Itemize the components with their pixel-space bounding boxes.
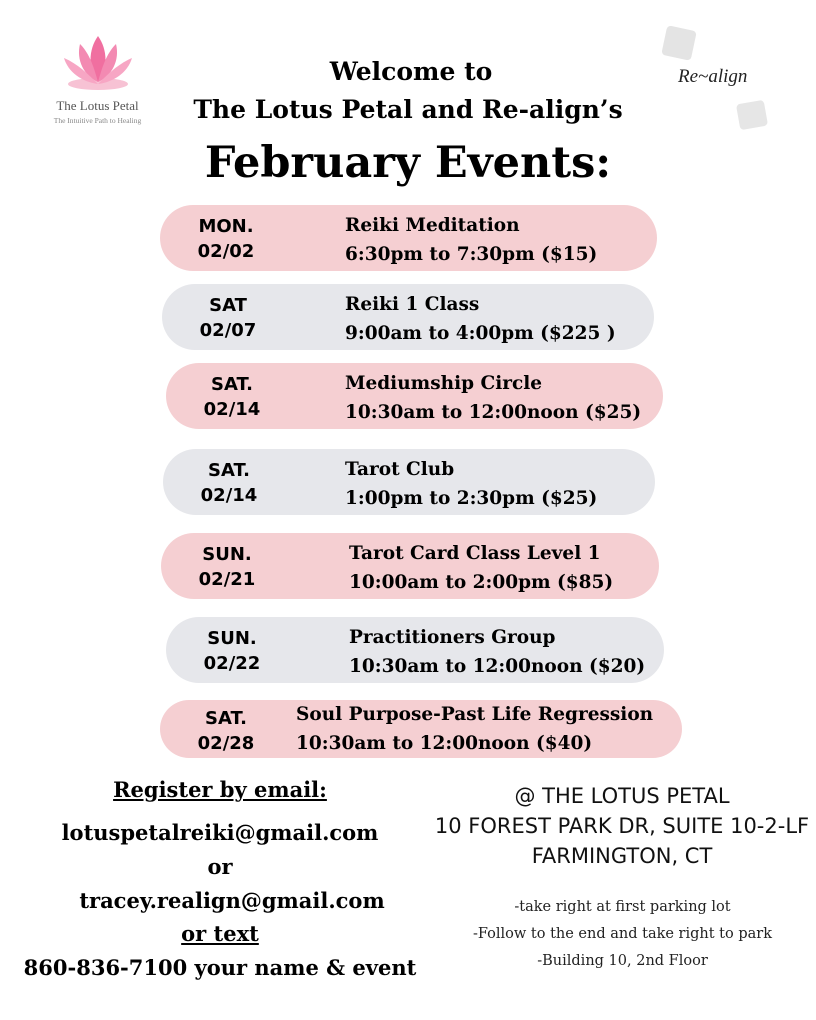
- location-street: 10 FOREST PARK DR, SUITE 10-2-LF: [434, 814, 810, 838]
- event-date-value: 02/14: [200, 485, 258, 506]
- event-name: Mediumship Circle: [345, 373, 543, 394]
- event-card: [163, 449, 655, 515]
- event-card: [161, 533, 659, 599]
- event-date: [190, 293, 266, 343]
- event-day: SUN.: [207, 628, 257, 649]
- event-name: Soul Purpose-Past Life Regression: [296, 704, 654, 725]
- event-date-value: 02/07: [199, 320, 257, 341]
- event-date: [194, 626, 270, 676]
- or-text-heading: or text: [181, 921, 259, 946]
- event-info: [345, 369, 641, 427]
- event-details: 6:30pm to 7:30pm ($15): [345, 244, 598, 265]
- event-date-value: 02/22: [203, 653, 261, 674]
- event-details: 10:00am to 2:00pm ($85): [349, 572, 614, 593]
- event-date-value: 02/02: [197, 241, 255, 262]
- event-date: [189, 542, 265, 592]
- event-day: MON.: [198, 216, 254, 237]
- event-name: Tarot Card Class Level 1: [349, 543, 601, 564]
- event-date-value: 02/28: [197, 733, 255, 754]
- event-day: SAT.: [205, 708, 247, 729]
- event-info: [296, 700, 653, 758]
- event-date: [188, 706, 264, 756]
- phone-line: 860-836-7100 your name & event: [23, 955, 417, 980]
- event-info: [345, 211, 597, 269]
- event-date-value: 02/21: [198, 569, 256, 590]
- or-separator: or: [207, 854, 233, 879]
- event-name: Tarot Club: [345, 459, 455, 480]
- email-link-lotus[interactable]: lotuspetalreiki@gmail.com: [61, 820, 379, 845]
- lotus-logo-tagline: The Intuitive Path to Healing: [53, 116, 142, 125]
- event-day: SAT.: [208, 460, 250, 481]
- direction-step: -take right at first parking lot: [514, 899, 731, 915]
- location-name: @ THE LOTUS PETAL: [514, 784, 730, 808]
- event-name: Practitioners Group: [349, 627, 556, 648]
- event-date: [191, 458, 267, 508]
- event-card: [160, 205, 657, 271]
- event-details: 9:00am to 4:00pm ($225 ): [345, 323, 616, 344]
- register-heading: Register by email:: [113, 777, 327, 802]
- welcome-line-2: The Lotus Petal and Re-align’s: [193, 95, 623, 124]
- event-card: [166, 363, 663, 429]
- event-name: Reiki 1 Class: [345, 294, 480, 315]
- realign-logo-name: Re~align: [678, 66, 748, 87]
- event-card: [160, 700, 682, 758]
- event-details: 10:30am to 12:00noon ($40): [296, 733, 593, 754]
- event-card: [162, 284, 654, 350]
- event-details: 10:30am to 12:00noon ($20): [349, 656, 646, 677]
- event-name: Reiki Meditation: [345, 215, 520, 236]
- email-link-realign[interactable]: tracey.realign@gmail.com: [79, 888, 385, 913]
- event-info: [345, 455, 597, 513]
- lotus-logo-name: The Lotus Petal: [56, 98, 139, 113]
- event-day: SAT.: [211, 374, 253, 395]
- event-date: [188, 214, 264, 264]
- event-info: [345, 290, 616, 348]
- event-date-value: 02/14: [203, 399, 261, 420]
- event-day: SUN.: [202, 544, 252, 565]
- event-day: SAT: [209, 295, 247, 316]
- event-details: 10:30am to 12:00noon ($25): [345, 402, 642, 423]
- direction-step: -Building 10, 2nd Floor: [537, 953, 708, 969]
- event-date: [194, 372, 270, 422]
- event-details: 1:00pm to 2:30pm ($25): [345, 488, 598, 509]
- location-city: FARMINGTON, CT: [531, 844, 713, 868]
- welcome-line-1: Welcome to: [329, 57, 493, 86]
- event-info: [349, 623, 645, 681]
- direction-step: -Follow to the end and take right to park: [472, 926, 772, 942]
- event-card: [166, 617, 664, 683]
- page-title: February Events:: [204, 138, 612, 188]
- event-info: [349, 539, 613, 597]
